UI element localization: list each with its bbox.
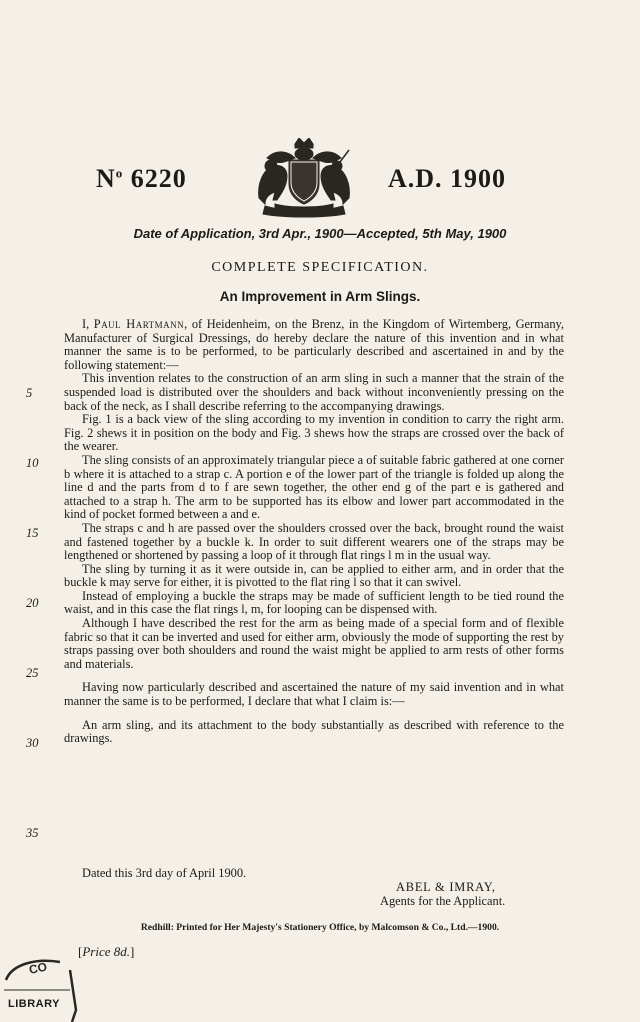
specification-body [64, 318, 564, 746]
agent-firm: ABEL & IMRAY, [396, 880, 496, 894]
line-number: 25 [26, 666, 39, 680]
paragraph: This invention relates to the construction of an arm sling in such a manner that the strain of the suspended load is distributed over the shoulders and back without inconveniently pressing on the back of the neck, as I shall describe referring to the accompanying drawings. [64, 371, 564, 413]
invention-title: An Improvement in Arm Slings. [219, 289, 421, 304]
stamp-top-text: CO [27, 959, 49, 977]
line-number: 10 [26, 456, 39, 470]
paragraph: Instead of employing a buckle the straps may be made of sufficient length to be tied round the waist, and in this case the flat rings l, m, for looping can be dispensed with. [64, 588, 564, 617]
paragraph: The sling by turning it as it were outside in, can be applied to either arm, and in order that the buckle k may serve for either, it is pivotted to the flat ring l so that it can swivel. [64, 561, 564, 590]
application-date: Date of Application, 3rd Apr., 1900—Accepted, 5th May, 1900 [133, 226, 507, 241]
specification-heading: COMPLETE SPECIFICATION. [211, 260, 429, 275]
paragraph: The straps c and h are passed over the shoulders crossed over the back, brought round the waist and fastened together by a buckle k. In order to suit different wearers one of the straps may be lengthened or shortened by passing a loop of it through flat rings l m in the usual way. [64, 520, 564, 563]
paragraph: The sling consists of an approximately triangular piece a of suitable fabric gathered at one corner b where it is attached to a strap c. A portion e of the lower part of the triangle is folded up along the line d and the parts from d to f are sewn together, the other end g of the part e is gathered and attached to a strap h. The arm to be supported has its elbow and lower part accommodated in the kind of pocket formed between a and e. [64, 452, 564, 522]
line-number: 20 [26, 596, 39, 610]
claim-paragraph: An arm sling, and its attachment to the body substantially as described with reference to the drawings. [64, 717, 564, 746]
patent-number: $N^o$ 6220 [96, 164, 187, 193]
claim-intro-paragraph: Having now particularly described and ascertained the nature of my said invention and in what manner the same is to be performed, I declare that what I claim is:— [64, 680, 564, 709]
patent-header [0, 138, 640, 218]
line-number: 5 [26, 386, 33, 400]
price-label: [Price 8d.] [78, 944, 135, 959]
intro-paragraph: I, Paul Hartmann, of Heidenheim, on the Brenz, in the Kingdom of Wirtemberg, Germany, Manufacturer of Surgical Dressings, do hereby declare the nature of this invention and in what manner the same is to be performed, to be particularly described and ascertained in and by the following statement:— [64, 317, 564, 372]
dated-line: Dated this 3rd day of April 1900. [82, 866, 247, 880]
agent-role: Agents for the Applicant. [380, 894, 506, 908]
patent-year: A.D. 1900 [388, 164, 507, 193]
stamp-bottom-text: LIBRARY [8, 998, 60, 1010]
printer-imprint: Redhill: Printed for Her Majesty's Stationery Office, by Malcomson & Co., Ltd.—1900. [140, 922, 500, 933]
library-stamp-icon [0, 950, 90, 1022]
line-number: 35 [26, 826, 39, 840]
inventor-name: Paul Hartmann [93, 317, 185, 331]
paragraph: Fig. 1 is a back view of the sling according to my invention in condition to carry the right arm. Fig. 2 shews it in position on the body and Fig. 3 shews how the straps are crossed over the back of the wearer. [64, 412, 564, 454]
royal-coat-of-arms-icon [245, 138, 363, 218]
paragraph: Although I have described the rest for the arm as being made of a special form and of flexible fabric so that it can be inverted and used for either arm, obviously the mode of supporting the rest by straps passing over both shoulders and round the waist might be applied to arm rests of other forms and materials. [64, 616, 564, 671]
line-number: 15 [26, 526, 39, 540]
line-number: 30 [26, 736, 39, 750]
